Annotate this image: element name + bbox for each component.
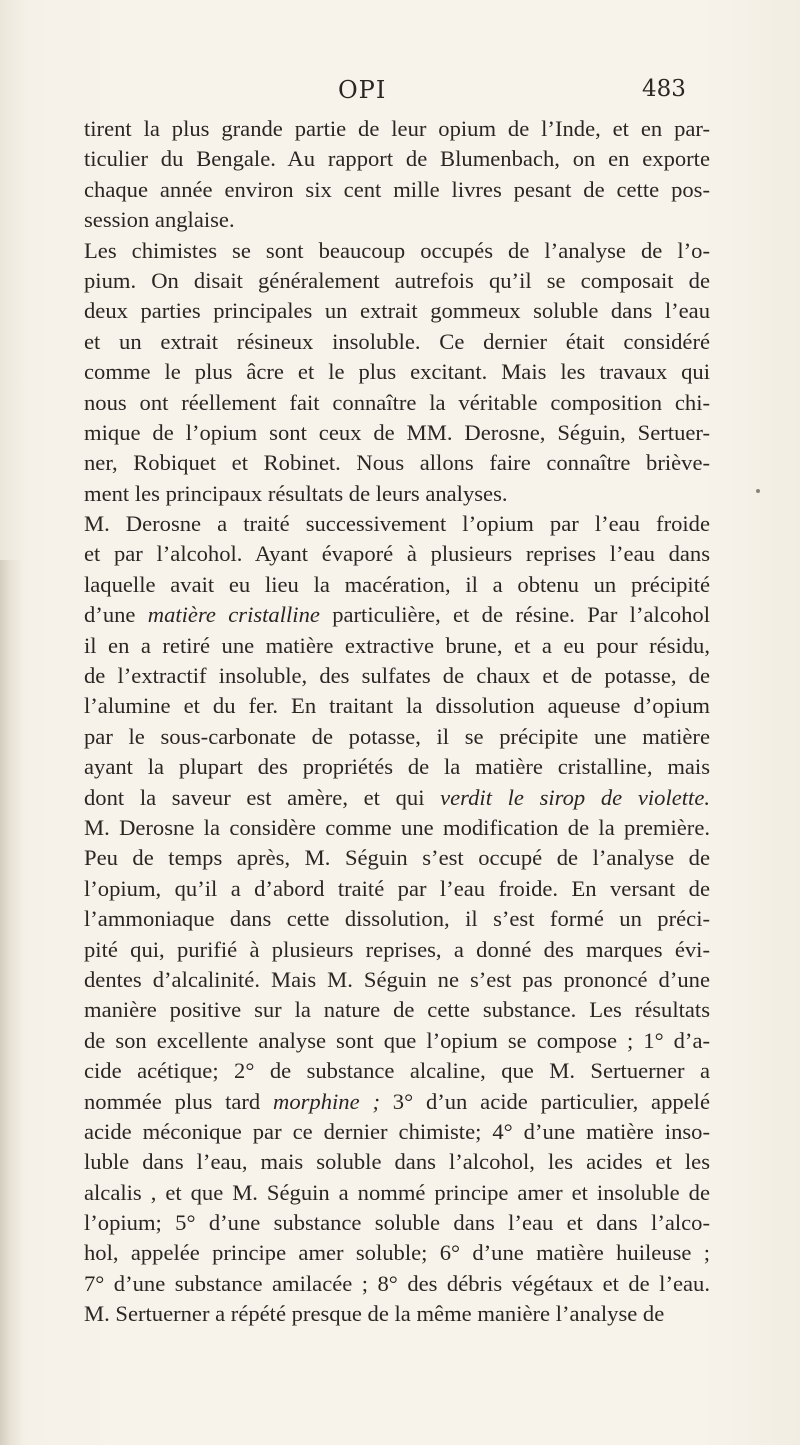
page-number: 483 bbox=[642, 76, 686, 102]
paper-speck bbox=[756, 489, 760, 493]
text-line: manière positive sur la nature de cette substance. Les résultats bbox=[84, 997, 710, 1023]
text-line: 7° d’une substance amilacée ; 8° des débris végétaux et de l’eau. bbox=[84, 1270, 710, 1296]
body-text bbox=[84, 114, 710, 1330]
text-line: dentes d’alcalinité. Mais M. Séguin ne s’est pas prononcé d’une bbox=[84, 966, 710, 992]
text-line: nous ont réellement fait connaître la véritable composition chi- bbox=[84, 389, 710, 415]
italic-term: morphine ; bbox=[273, 1088, 380, 1114]
binding-shadow bbox=[0, 560, 22, 1445]
text-line: tirent la plus grande partie de leur opium de l’Inde, et en par- bbox=[84, 116, 710, 141]
text-line: l’alumine et du fer. En traitant la dissolution aqueuse d’opium bbox=[84, 693, 710, 719]
text-line: ayant la plupart des propriétés de la matière cristalline, mais bbox=[84, 754, 710, 780]
running-head bbox=[0, 76, 800, 106]
text-line: ticulier du Bengale. Au rapport de Blumenbach, on en exporte bbox=[84, 146, 710, 172]
text-line: par le sous-carbonate de potasse, il se précipite une matière bbox=[84, 723, 710, 749]
text-line: d’une matière cristalline particulière, et de résine. Par l’alcohol bbox=[84, 602, 710, 628]
text-line: M. Derosne a traité successivement l’opium par l’eau froide bbox=[84, 511, 710, 537]
text-line: Les chimistes se sont beaucoup occupés de l’analyse de l’o- bbox=[84, 237, 710, 263]
text-line: session anglaise. bbox=[84, 207, 235, 233]
text-line: laquelle avait eu lieu la macération, il a obtenu un précipité bbox=[84, 571, 710, 597]
text-line: comme le plus âcre et le plus excitant. Mais les travaux qui bbox=[84, 359, 710, 385]
text-line: alcalis , et que M. Séguin a nommé principe amer et insoluble de bbox=[84, 1179, 710, 1205]
text-line: M. Derosne la considère comme une modification de la première. bbox=[84, 814, 710, 840]
text-line: l’opium, qu’il a d’abord traité par l’eau froide. En versant de bbox=[84, 875, 710, 901]
text-line: ment les principaux résultats de leurs analyses. bbox=[84, 480, 508, 506]
running-head-title: OPI bbox=[338, 76, 387, 104]
text-line: il en a retiré une matière extractive brune, et a eu pour résidu, bbox=[84, 632, 710, 658]
italic-term: matière cristalline bbox=[147, 602, 320, 628]
text-line: et un extrait résineux insoluble. Ce dernier était considéré bbox=[84, 328, 710, 354]
text-line: deux parties principales un extrait gommeux soluble dans l’eau bbox=[84, 298, 710, 324]
text-line: pium. On disait généralement autrefois qu’il se composait de bbox=[84, 267, 710, 293]
text-line: ner, Robiquet et Robinet. Nous allons faire connaître briève- bbox=[84, 450, 710, 476]
text-line: luble dans l’eau, mais soluble dans l’alcohol, les acides et les bbox=[84, 1149, 710, 1175]
text-line: de l’extractif insoluble, des sulfates de chaux et de potasse, de bbox=[84, 663, 710, 689]
text-line: hol, appelée principe amer soluble; 6° d’une matière huileuse ; bbox=[84, 1240, 710, 1266]
text-line: nommée plus tard morphine ; 3° d’un acide particulier, appelé bbox=[84, 1088, 710, 1114]
text-line: et par l’alcohol. Ayant évaporé à plusieurs reprises l’eau dans bbox=[84, 541, 710, 567]
text-line: pité qui, purifié à plusieurs reprises, a donné des marques évi- bbox=[84, 936, 710, 962]
text-line: chaque année environ six cent mille livres pesant de cette pos- bbox=[84, 176, 710, 202]
text-line: M. Sertuerner a répété presque de la même manière l’analyse de bbox=[84, 1301, 665, 1327]
text-line: Peu de temps après, M. Séguin s’est occupé de l’analyse de bbox=[84, 845, 710, 871]
italic-term: verdit le sirop de violette. bbox=[440, 784, 710, 810]
text-line: l’ammoniaque dans cette dissolution, il s’est formé un préci- bbox=[84, 906, 710, 932]
text-line: dont la saveur est amère, et qui verdit le sirop de violette. bbox=[84, 784, 710, 810]
text-line: l’opium; 5° d’une substance soluble dans l’eau et dans l’alco- bbox=[84, 1210, 710, 1236]
text-line: de son excellente analyse sont que l’opium se compose ; 1° d’a- bbox=[84, 1027, 710, 1053]
text-line: mique de l’opium sont ceux de MM. Derosne, Séguin, Sertuer- bbox=[84, 419, 710, 445]
text-line: acide méconique par ce dernier chimiste; 4° d’une matière inso- bbox=[84, 1118, 710, 1144]
text-line: cide acétique; 2° de substance alcaline, que M. Sertuerner a bbox=[84, 1058, 710, 1084]
